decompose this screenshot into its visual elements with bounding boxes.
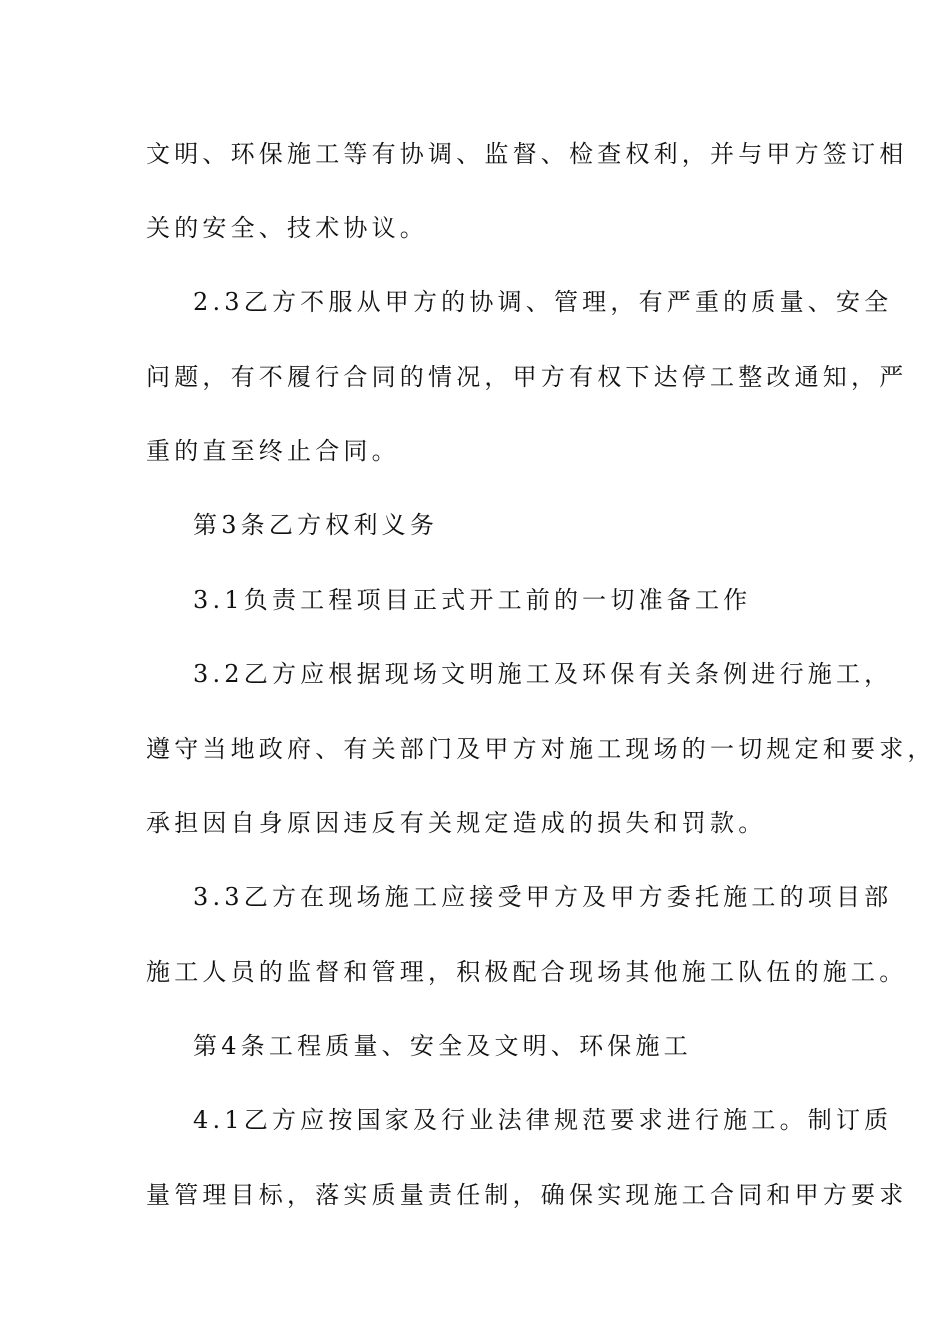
paragraph-line: 关的安全、技术协议。: [146, 214, 428, 242]
paragraph-line: 遵守当地政府、有关部门及甲方对施工现场的一切规定和要求，: [146, 735, 936, 763]
paragraph-line: 文明、环保施工等有协调、监督、检查权利，并与甲方签订相: [146, 140, 908, 168]
paragraph-line: 2.3乙方不服从甲方的协调、管理，有严重的质量、安全: [193, 288, 893, 316]
paragraph-line: 4.1乙方应按国家及行业法律规范要求进行施工。制订质: [193, 1106, 893, 1134]
paragraph-line: 3.1负责工程项目正式开工前的一切准备工作: [193, 586, 752, 614]
paragraph-line: 施工人员的监督和管理，积极配合现场其他施工队伍的施工。: [146, 958, 908, 986]
paragraph-line: 承担因自身原因违反有关规定造成的损失和罚款。: [146, 809, 767, 837]
paragraph-line: 问题，有不履行合同的情况，甲方有权下达停工整改通知，严: [146, 363, 908, 391]
section-heading: 第4条工程质量、安全及文明、环保施工: [193, 1032, 692, 1060]
section-heading: 第3条乙方权利义务: [193, 511, 439, 539]
paragraph-line: 3.2乙方应根据现场文明施工及环保有关条例进行施工，: [193, 660, 893, 688]
paragraph-line: 重的直至终止合同。: [146, 437, 400, 465]
paragraph-line: 量管理目标，落实质量责任制，确保实现施工合同和甲方要求: [146, 1181, 908, 1209]
paragraph-line: 3.3乙方在现场施工应接受甲方及甲方委托施工的项目部: [193, 883, 893, 911]
